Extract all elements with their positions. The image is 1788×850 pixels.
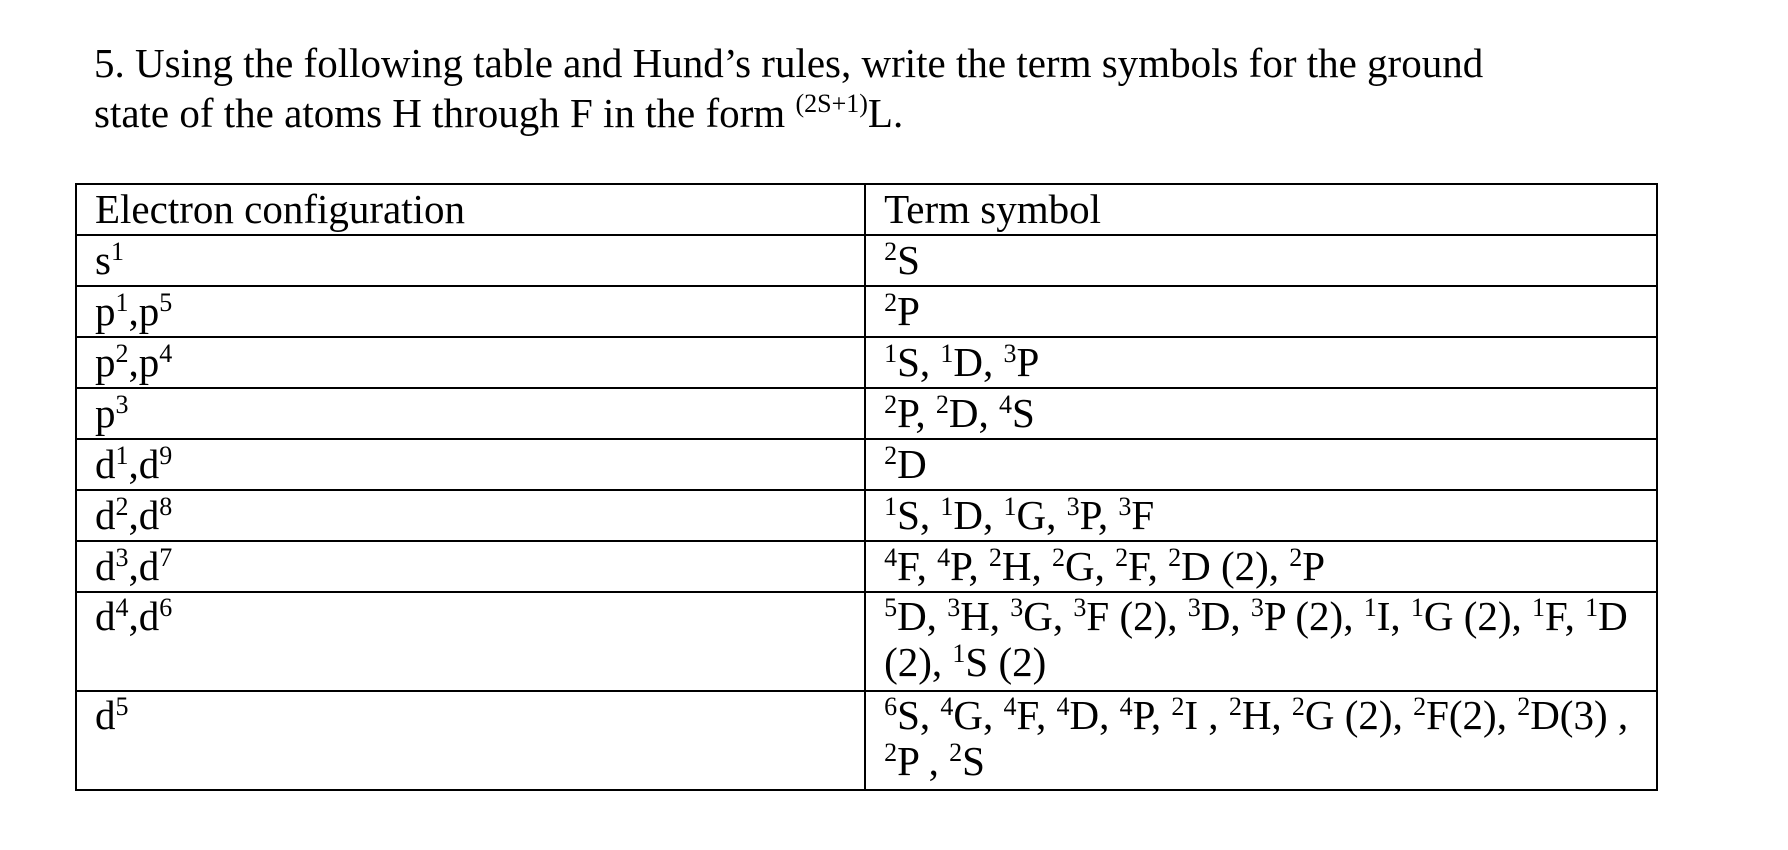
term-symbol-text: S <box>1011 390 1035 436</box>
term-symbol-text: P (2), <box>1263 593 1364 639</box>
term-symbol-text: D, <box>1200 593 1251 639</box>
term-symbol-text: F, <box>1016 692 1057 738</box>
electron-configuration-superscript: 2 <box>115 339 129 368</box>
term-symbol-text: P, <box>897 390 936 436</box>
electron-configuration-text: ,p <box>128 288 160 334</box>
term-symbol-text: S <box>962 738 985 784</box>
table-row <box>76 541 1657 592</box>
term-symbol-cell <box>865 286 1657 337</box>
term-symbol-superscript: 2 <box>949 738 963 767</box>
term-symbol-superscript: 3 <box>1118 492 1132 521</box>
term-symbol-text: D (2), <box>884 593 1638 685</box>
term-symbol-text: H, <box>1241 692 1292 738</box>
term-symbol-superscript: 2 <box>1517 692 1531 721</box>
electron-configuration-cell <box>76 235 865 286</box>
term-symbol-superscript: 2 <box>988 543 1002 572</box>
term-symbol-superscript: 1 <box>952 639 966 668</box>
term-symbol-superscript: 2 <box>935 390 949 419</box>
term-symbol-text: D, <box>1069 692 1120 738</box>
term-symbol-text: S (2) <box>965 639 1047 685</box>
electron-configuration-superscript: 3 <box>115 390 129 419</box>
term-symbol-text: P , <box>897 738 950 784</box>
term-symbol-text: P, <box>1079 492 1119 538</box>
term-symbol-superscript: 3 <box>1250 593 1264 622</box>
electron-configuration-superscript: 1 <box>115 288 129 317</box>
electron-configuration-cell <box>76 388 865 439</box>
term-symbol-text: D, <box>897 593 948 639</box>
term-symbol-text: H, <box>1001 543 1052 589</box>
table-header-row <box>76 184 1657 235</box>
electron-configuration-superscript: 3 <box>115 543 129 572</box>
term-symbol-superscript: 4 <box>998 390 1012 419</box>
term-symbol-superscript: 1 <box>884 492 898 521</box>
term-symbol-superscript: 4 <box>937 543 951 572</box>
term-symbol-superscript: 3 <box>1010 593 1024 622</box>
electron-configuration-superscript: 5 <box>159 288 173 317</box>
term-symbol-superscript: 3 <box>1073 593 1087 622</box>
electron-configuration-text: d <box>95 543 116 589</box>
electron-configuration-cell <box>76 592 865 691</box>
term-symbol-text: G, <box>1064 543 1116 589</box>
electron-configuration-superscript: 1 <box>115 441 129 470</box>
term-symbol-text: S <box>897 237 920 283</box>
term-symbol-table <box>75 183 1658 791</box>
electron-configuration-cell <box>76 337 865 388</box>
term-symbol-superscript: 1 <box>1410 593 1424 622</box>
term-symbol-superscript: 3 <box>947 593 961 622</box>
term-symbol-text: H, <box>960 593 1011 639</box>
term-symbol-text: S, <box>897 339 941 385</box>
electron-configuration-text: p <box>95 288 116 334</box>
question-superscript: (2S+1) <box>795 89 868 118</box>
term-symbol-text: I, <box>1376 593 1411 639</box>
term-symbol-cell <box>865 691 1657 790</box>
term-symbol-superscript: 2 <box>884 738 898 767</box>
electron-configuration-text: d <box>95 441 116 487</box>
question-line-2-suffix: L. <box>867 90 904 136</box>
header-term-symbol: Term symbol <box>865 184 1657 235</box>
term-symbol-cell <box>865 490 1657 541</box>
table-row <box>76 388 1657 439</box>
electron-configuration-text: d <box>95 692 116 738</box>
electron-configuration-text: ,p <box>128 339 160 385</box>
term-symbol-cell <box>865 592 1657 691</box>
term-symbol-superscript: 3 <box>1003 339 1017 368</box>
term-symbol-superscript: 1 <box>1585 593 1599 622</box>
term-symbol-superscript: 4 <box>884 543 898 572</box>
table-row <box>76 592 1657 691</box>
term-symbol-superscript: 2 <box>884 441 898 470</box>
term-symbol-cell <box>865 235 1657 286</box>
electron-configuration-superscript: 6 <box>159 593 173 622</box>
electron-configuration-text: s <box>95 237 111 283</box>
table-row <box>76 439 1657 490</box>
term-symbol-superscript: 4 <box>940 692 954 721</box>
term-symbol-superscript: 1 <box>940 492 954 521</box>
term-symbol-superscript: 2 <box>1171 692 1185 721</box>
electron-configuration-cell <box>76 691 865 790</box>
term-symbol-text: G, <box>1023 593 1074 639</box>
term-symbol-superscript: 2 <box>1413 692 1427 721</box>
term-symbol-superscript: 1 <box>884 339 898 368</box>
term-symbol-cell <box>865 388 1657 439</box>
electron-configuration-cell <box>76 439 865 490</box>
term-symbol-superscript: 1 <box>1532 593 1546 622</box>
term-symbol-text: D (2), <box>1181 543 1290 589</box>
term-symbol-superscript: 2 <box>1051 543 1065 572</box>
term-symbol-cell <box>865 337 1657 388</box>
question-line-2-prefix: state of the atoms H through F in the form <box>94 90 796 136</box>
electron-configuration-superscript: 7 <box>159 543 173 572</box>
term-symbol-superscript: 4 <box>1003 692 1017 721</box>
term-symbol-text: G (2), <box>1423 593 1533 639</box>
table-row <box>76 235 1657 286</box>
table-row <box>76 286 1657 337</box>
term-symbol-text: D, <box>953 492 1004 538</box>
electron-configuration-text: ,d <box>128 441 160 487</box>
term-symbol-text: F(2), <box>1426 692 1518 738</box>
term-symbol-superscript: 4 <box>1056 692 1070 721</box>
term-symbol-superscript: 5 <box>884 593 898 622</box>
term-symbol-text: F, <box>1545 593 1586 639</box>
table-body <box>76 184 1657 790</box>
term-symbol-text: I , <box>1184 692 1229 738</box>
electron-configuration-text: p <box>95 390 116 436</box>
term-symbol-superscript: 4 <box>1119 692 1133 721</box>
term-symbol-superscript: 2 <box>1115 543 1129 572</box>
term-symbol-text: P, <box>950 543 989 589</box>
electron-configuration-superscript: 9 <box>159 441 173 470</box>
question-line-2 <box>94 88 1734 138</box>
question-line-1: 5. Using the following table and Hund’s rules, write the term symbols for the ground <box>94 40 1484 86</box>
term-symbol-superscript: 1 <box>1363 593 1377 622</box>
term-symbol-text: P <box>897 288 920 334</box>
term-symbol-superscript: 3 <box>1066 492 1080 521</box>
term-symbol-superscript: 1 <box>1003 492 1017 521</box>
term-symbol-text: F, <box>897 543 938 589</box>
electron-configuration-superscript: 8 <box>159 492 173 521</box>
term-symbol-text: P <box>1016 339 1040 385</box>
electron-configuration-superscript: 4 <box>115 593 129 622</box>
term-symbol-text: P, <box>1132 692 1172 738</box>
electron-configuration-superscript: 1 <box>110 237 124 266</box>
table-row <box>76 337 1657 388</box>
term-symbol-superscript: 2 <box>1228 692 1242 721</box>
electron-configuration-text: ,d <box>128 492 160 538</box>
term-symbol-text: F, <box>1128 543 1169 589</box>
term-symbol-cell <box>865 439 1657 490</box>
electron-configuration-cell <box>76 490 865 541</box>
term-symbol-text: D(3) , <box>1530 692 1639 738</box>
electron-configuration-superscript: 4 <box>159 339 173 368</box>
term-symbol-text: S, <box>897 492 941 538</box>
electron-configuration-text: d <box>95 593 116 639</box>
term-symbol-superscript: 2 <box>1291 692 1305 721</box>
term-symbol-superscript: 6 <box>884 692 898 721</box>
electron-configuration-text: ,d <box>128 543 160 589</box>
term-symbol-text: F <box>1131 492 1155 538</box>
term-symbol-cell <box>865 541 1657 592</box>
electron-configuration-text: p <box>95 339 116 385</box>
electron-configuration-cell <box>76 286 865 337</box>
term-symbol-superscript: 2 <box>1168 543 1182 572</box>
term-symbol-text: S, <box>897 692 941 738</box>
question-text <box>94 38 1734 138</box>
term-symbol-text: D <box>897 441 927 487</box>
header-electron-configuration: Electron configuration <box>76 184 865 235</box>
table-row <box>76 691 1657 790</box>
term-symbol-superscript: 3 <box>1187 593 1201 622</box>
term-symbol-superscript: 1 <box>940 339 954 368</box>
electron-configuration-cell <box>76 541 865 592</box>
term-symbol-superscript: 2 <box>1289 543 1303 572</box>
electron-configuration-superscript: 5 <box>115 692 129 721</box>
term-symbol-superscript: 2 <box>884 390 898 419</box>
electron-configuration-superscript: 2 <box>115 492 129 521</box>
term-symbol-superscript: 2 <box>884 288 898 317</box>
term-symbol-text: G, <box>953 692 1004 738</box>
term-symbol-superscript: 2 <box>884 237 898 266</box>
term-symbol-text: D, <box>953 339 1004 385</box>
term-symbol-text: P <box>1302 543 1326 589</box>
term-symbol-text: G, <box>1016 492 1067 538</box>
term-symbol-text: G (2), <box>1304 692 1414 738</box>
term-symbol-text: D, <box>948 390 999 436</box>
electron-configuration-text: d <box>95 492 116 538</box>
electron-configuration-text: ,d <box>128 593 160 639</box>
term-symbol-text: F (2), <box>1086 593 1188 639</box>
table-row <box>76 490 1657 541</box>
